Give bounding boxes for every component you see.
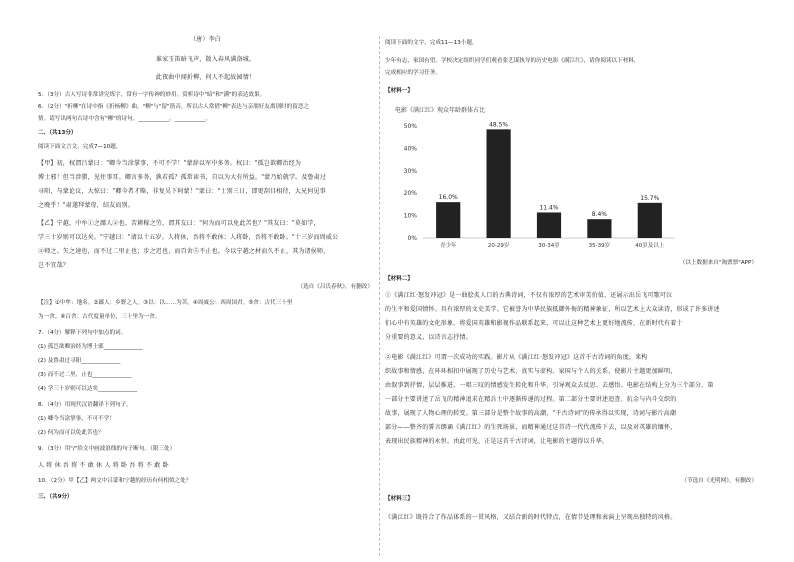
question-6-line-1: 6．（2分）"折柳"在诗中指《折杨柳》曲，"柳"与"留"谐音，所以古人常借"柳"表达与亲朋好友离别时的留恋之: [38, 104, 310, 110]
material-2-line: ②电影《满江红》可谓一次成功的实践。影片从《满江红·怒发冲冠》这首千古诗词的角度，来构: [385, 354, 648, 361]
poem-line-2: 此夜曲中闻折柳，何人不起故园情！: [155, 74, 256, 81]
right-intro: 阅读下面的文字，完成11—13小题。: [385, 40, 478, 46]
material-2-line: 表现出民族精神的永恒。由此可见，正是这首千古诗词，让电影的主题得以升华。: [385, 438, 609, 445]
text-yi-line: 岂不宜哉？: [38, 262, 70, 269]
y-tick-label: 20%: [403, 190, 417, 198]
age-bar-chart: [385, 96, 757, 266]
material-2-line: 由叙事到抒情，层层推进，一唱三叹的情感发生转化和升华，引导观众去反思、去感悟。电影在结构上分为三个部分。第: [385, 382, 714, 389]
material-2-line: 的生平和爱国情怀。具有浓厚的文史美学。它被誉为中华民族抵御外侮的精神象征，所以艺术上大众读诗，形成了许多讲述: [385, 306, 720, 313]
bar: [487, 129, 511, 238]
reading-instruction: 阅读下面文言文，完成7—10题。: [38, 144, 122, 150]
question-7-item: (1) 孤岂欲卿治经为博士邪______________: [38, 344, 143, 350]
bar-value-label: 16.0%: [438, 194, 458, 202]
material-2-line: ①《满江红·怒发冲冠》是一曲脍炙人口的古典诗词，不仅有浓厚的艺术审美价值，还展示出岳飞可歌可泣: [385, 292, 673, 299]
y-tick-label: 30%: [403, 167, 417, 175]
material-2-line: 一部分主要讲述了岳飞的精神追求在精兵士中逐渐传递的过程。第二部分主要讲述追查、抗金与内斗交织的: [385, 396, 677, 403]
bar-value-label: 15.7%: [640, 194, 660, 202]
question-9: 9．（3分）用"/"给文中画波浪线的句子断句。（限三处）: [38, 446, 176, 452]
material-2-line: 部分——整齐的誓言朗诵《满江红》的生死场景，而精神通过这首诗一代代流传下去，以及对英雄的缅怀，: [385, 424, 677, 431]
question-7: 7．（4分）解释下列句中加点的词。: [38, 330, 127, 336]
bar: [537, 212, 561, 238]
bar: [587, 219, 611, 238]
material-3-heading: 【材料三】: [385, 496, 413, 502]
text-jia-line: 寻阳，与蒙论议，大惊曰："卿今者才略，非复吴下阿蒙！"蒙曰："士别三日，即更刮目相待，大兄何见事: [38, 188, 326, 195]
question-7-item: (4) 学三十岁则可以达矣______________: [38, 386, 138, 392]
text-yi-line: ④师之。矢之速也，而不过二里止也；步之迟也，而百舍⑤不止也。今以宁越之材而久不止，其为诸侯师，: [38, 248, 330, 255]
question-10: 10．（2分）甲【乙】两文中吕蒙和宁越的经历有何相似之处？: [38, 478, 192, 484]
y-tick-label: 40%: [403, 145, 417, 153]
text-jia-line: 之晚乎！"肃遂拜蒙母，结友而别。: [38, 202, 134, 209]
material-1-heading: 【材料一】: [385, 88, 413, 94]
question-9-sentence: 人 将 休 吾 将 不 敢 休 人 将 卧 吾 将 不 敢 卧: [38, 462, 169, 469]
bar-value-label: 11.4%: [539, 204, 559, 212]
right-paragraph-line-1: 少年有志，家国有望。学校决定组织同学们观看张艺谋执导的历史电影《满江红》，请你阅读以下材料，: [385, 58, 640, 64]
material-2-line: 们心中有英雄的文化形象。将爱国英雄和影视作品联系起来，可以让这种艺术上更好地流传，在新时代有着十: [385, 320, 683, 327]
y-tick-label: 10%: [403, 212, 417, 220]
section-2-heading: 二、（共13分）: [38, 130, 77, 136]
poem-author: （唐）李白: [189, 36, 221, 43]
bar-value-label: 48.5%: [489, 121, 509, 129]
bar: [638, 203, 662, 238]
y-tick-label: 0%: [407, 235, 417, 242]
question-5: 5．（3分）古人写诗非常讲究炼字，常有一字传神的妙用。赏析诗中"暗"和"满"的表达效果。: [38, 92, 266, 98]
x-tick-label: 35-39岁: [588, 243, 611, 249]
material-2-line: 故事，展现了人物心理的转变。第三部分是整个故事的高潮，"千古诗词"的传承得以实现，诗词与影片高潮: [385, 410, 677, 417]
material-2-heading: 【材料二】: [385, 276, 413, 282]
question-6-line-2: 情。请写出两句古诗中含有"柳"的诗句。___________，___________。: [38, 116, 211, 122]
text-yi-line: 【乙】宁越，中牟①之鄙人②也。苦耕稼之劳，谓其友曰："何为而可以免此苦也？"其友曰："莫如学，: [38, 220, 320, 227]
text-yi-line: 学三十岁则可以达矣。"宁越曰："请以十五岁。人将休，吾将不敢休；人将卧，吾将不敢卧。"十三岁而周威公: [38, 234, 339, 241]
question-7-item: (3) 而不过二里，止也______________: [38, 372, 132, 378]
question-8-item: (2) 何为而可以免此苦也？: [38, 430, 104, 436]
bar-value-label: 8.4%: [591, 211, 608, 219]
question-8: 8．（4分）用现代汉语翻译下列句子。: [38, 402, 132, 408]
x-tick-label: 20-29岁: [487, 243, 510, 249]
chart-source: （以上数据来自"淘票票"APP）: [679, 260, 757, 266]
bar: [436, 202, 460, 238]
annotation-line-1: 【注】①中牟：地名。②鄙人：乡野之人。③以：以……为苦。④周威公：西周国君。⑤舍：古代三十里: [38, 300, 293, 306]
annotation-line-2: 为一舍。⑥百舍：古代度量单位，三十里为一舍。: [38, 314, 161, 320]
x-tick-label: 青少年: [439, 243, 457, 249]
question-8-item: (1) 卿今当涂掌事，不可不学！: [38, 416, 115, 422]
question-7-item: (2) 及鲁肃过寻阳______________: [38, 358, 121, 364]
x-tick-label: 40岁及以上: [635, 243, 665, 249]
section-3-heading: 三、（共9分）: [38, 494, 73, 500]
poem-line-1: 谁家玉笛暗飞声，散入春风满洛城。: [155, 56, 256, 63]
material-3-line: 《满江红》既符合了作品体系的一贯风格，又结合新的时代特点，在情节处理和表演上呈现出独特的风格。: [385, 514, 677, 521]
x-tick-label: 30-34岁: [538, 243, 560, 249]
text-source: （选自《吕氏春秋》，有删改）: [297, 284, 373, 290]
material-2-line: 织故事和情感，在环环相扣中展现了历史与艺术、真实与虚构、家国与个人的关系，使影片主题更加鲜明，: [385, 368, 677, 375]
column-divider: [379, 36, 381, 556]
right-paragraph-line-2: 完成相应的学习任务。: [385, 70, 441, 76]
text-jia-line: 【甲】初，权谓吕蒙曰："卿今当涂掌事，不可不学！"蒙辞以军中多务。权曰："孤岂欲卿治经为: [38, 160, 302, 167]
text-jia-line: 博士邪！但当涉猎，见往事耳。卿言多务，孰若孤？孤常读书，自以为大有所益。"蒙乃始就学。及鲁肃过: [38, 174, 327, 181]
material-2-source: （节选自《光明网》，有删改）: [681, 478, 757, 484]
chart-title: 电影《满江红》观众年龄群体占比: [395, 107, 486, 114]
y-tick-label: 50%: [403, 123, 417, 130]
material-2-line: 分重要的意义，以诗言志抒情。: [385, 334, 472, 341]
